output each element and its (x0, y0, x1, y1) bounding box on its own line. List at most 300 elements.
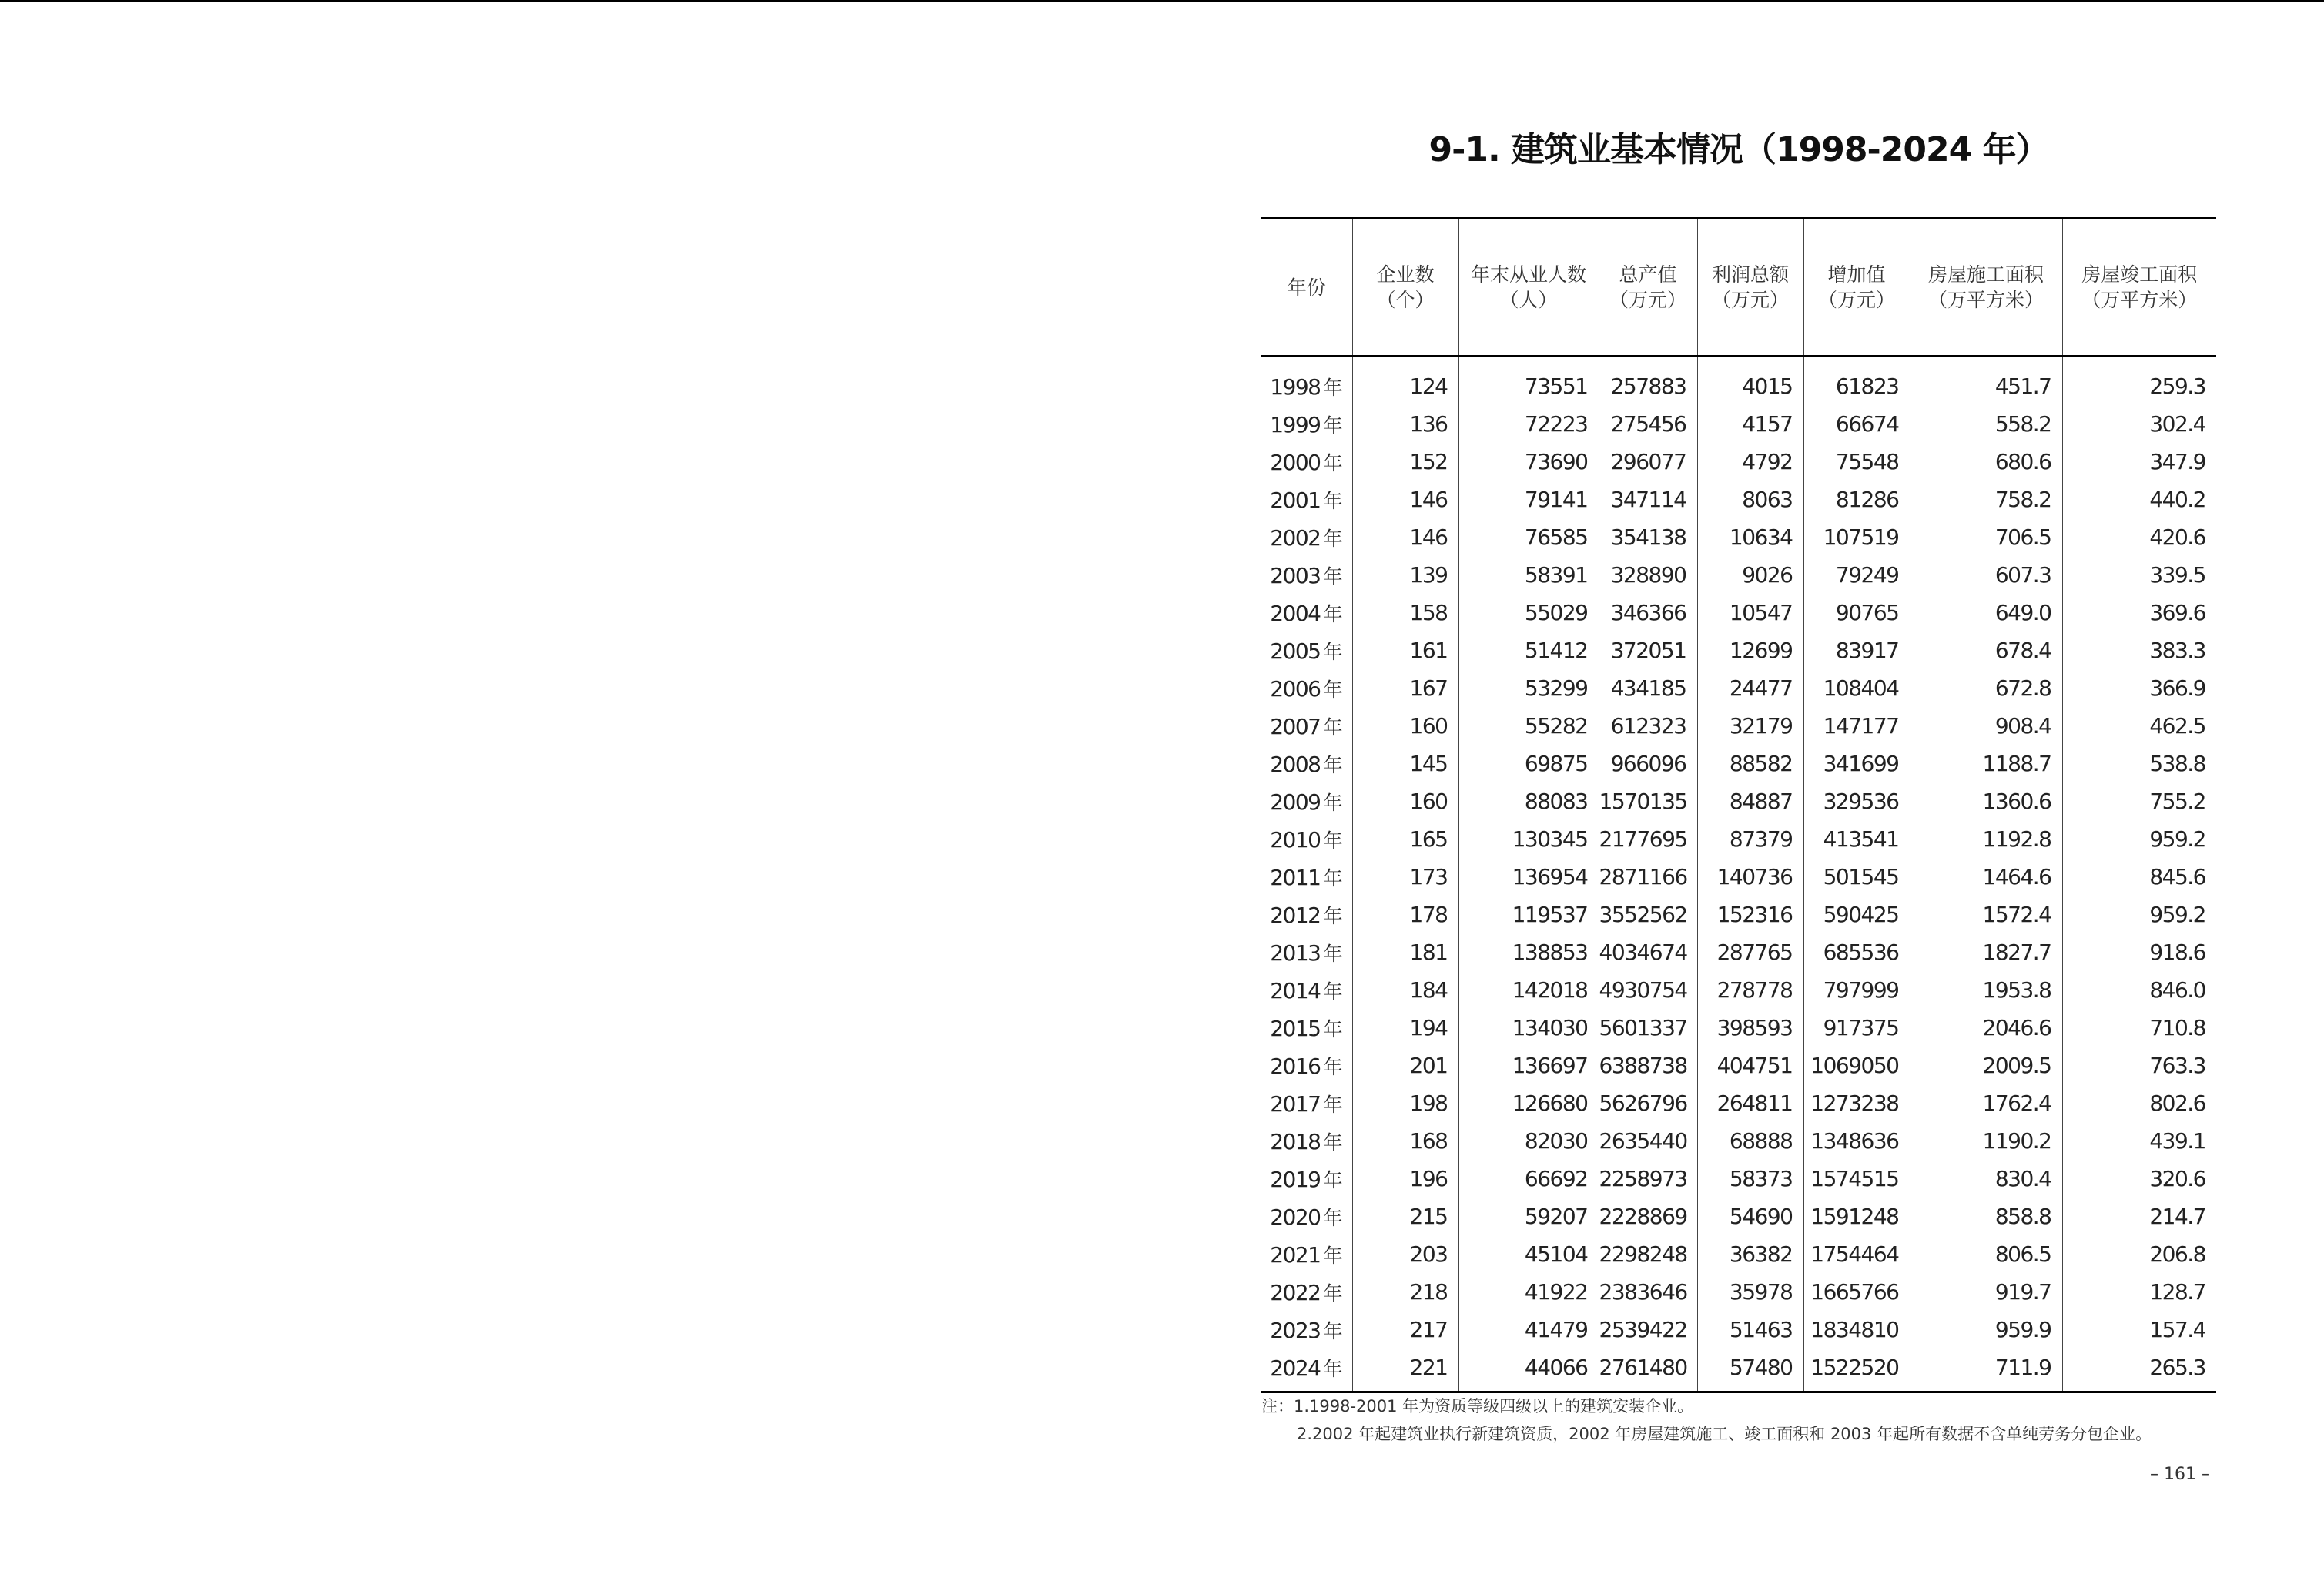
year-unit: 年 (1323, 791, 1343, 814)
table-row (1261, 896, 2216, 933)
table-cell: 161 (1352, 632, 1458, 669)
column-header-line: 总产值 (1619, 263, 1677, 286)
table-row (1261, 971, 2216, 1009)
column-header-line: （万元） (1817, 289, 1895, 311)
table-cell: 221 (1352, 1348, 1458, 1392)
table-cell: 2761480 (1599, 1348, 1697, 1392)
table-cell: 462.5 (2062, 707, 2216, 745)
table-cell: 296077 (1599, 443, 1697, 481)
table-cell: 2539422 (1599, 1311, 1697, 1348)
table-cell: 846.0 (2062, 971, 2216, 1009)
year-unit: 年 (1323, 602, 1343, 625)
table-cell: 398593 (1697, 1009, 1803, 1047)
table-cell: 1464.6 (1910, 858, 2062, 896)
table-cell: 140736 (1697, 858, 1803, 896)
table-cell: 1190.2 (1910, 1122, 2062, 1160)
column-header-line: 利润总额 (1711, 263, 1789, 286)
table-cell: 124 (1352, 356, 1458, 405)
table-row (1261, 933, 2216, 971)
table-row (1261, 1084, 2216, 1122)
table-cell: 66674 (1803, 405, 1910, 443)
table-cell: 87379 (1697, 820, 1803, 858)
table-header-row (1261, 219, 2216, 357)
year-cell (1261, 669, 1352, 707)
table-cell: 329536 (1803, 782, 1910, 820)
table-cell: 88083 (1458, 782, 1599, 820)
year-unit: 年 (1323, 1131, 1343, 1154)
table-cell: 201 (1352, 1047, 1458, 1084)
column-header-line: 房屋竣工面积 (2081, 263, 2198, 286)
table-cell: 73690 (1458, 443, 1599, 481)
year-unit: 年 (1323, 1357, 1343, 1380)
table-cell: 369.6 (2062, 594, 2216, 632)
table-cell: 758.2 (1910, 481, 2062, 518)
table-cell: 259.3 (2062, 356, 2216, 405)
table-cell: 79249 (1803, 556, 1910, 594)
note-line-1: 注：1.1998-2001 年为资质等级四级以上的建筑安装企业。 (1261, 1397, 1694, 1415)
table-cell: 168 (1352, 1122, 1458, 1160)
construction-stats-table (1261, 217, 2216, 1393)
table-cell: 75548 (1803, 443, 1910, 481)
table-cell: 1834810 (1803, 1311, 1910, 1348)
year-unit: 年 (1323, 1281, 1343, 1305)
year-unit: 年 (1323, 1319, 1343, 1342)
table-cell: 45104 (1458, 1235, 1599, 1273)
table-cell: 119537 (1458, 896, 1599, 933)
year-value: 2019 (1270, 1166, 1321, 1192)
year-unit: 年 (1323, 1093, 1343, 1116)
column-header-line: （万元） (1609, 289, 1686, 311)
year-value: 2000 (1270, 449, 1321, 475)
table-cell: 339.5 (2062, 556, 2216, 594)
table-cell: 44066 (1458, 1348, 1599, 1392)
year-cell (1261, 820, 1352, 858)
column-header-line: （人） (1499, 289, 1558, 311)
table-cell: 434185 (1599, 669, 1697, 707)
table-cell: 366.9 (2062, 669, 2216, 707)
year-value: 2009 (1270, 789, 1321, 815)
table-cell: 152316 (1697, 896, 1803, 933)
table-row (1261, 1311, 2216, 1348)
table-row (1261, 556, 2216, 594)
table-row (1261, 1122, 2216, 1160)
table-cell: 145 (1352, 745, 1458, 782)
table-cell: 966096 (1599, 745, 1697, 782)
table-cell: 347.9 (2062, 443, 2216, 481)
table-cell: 54690 (1697, 1198, 1803, 1235)
table-row (1261, 594, 2216, 632)
table-cell: 51463 (1697, 1311, 1803, 1348)
table-cell: 1069050 (1803, 1047, 1910, 1084)
table-cell: 341699 (1803, 745, 1910, 782)
table-row (1261, 745, 2216, 782)
table-cell: 41479 (1458, 1311, 1599, 1348)
table-cell: 184 (1352, 971, 1458, 1009)
column-header-line: 年份 (1287, 276, 1326, 299)
table-cell: 383.3 (2062, 632, 2216, 669)
table-cell: 959.9 (1910, 1311, 2062, 1348)
column-header (1352, 219, 1458, 357)
year-unit: 年 (1323, 489, 1343, 512)
table-cell: 1665766 (1803, 1273, 1910, 1311)
table-row (1261, 707, 2216, 745)
table-cell: 82030 (1458, 1122, 1599, 1160)
table-row (1261, 1198, 2216, 1235)
table-cell: 4930754 (1599, 971, 1697, 1009)
table-cell: 35978 (1697, 1273, 1803, 1311)
table-cell: 126680 (1458, 1084, 1599, 1122)
table-cell: 173 (1352, 858, 1458, 896)
table-cell: 413541 (1803, 820, 1910, 858)
table-cell: 2177695 (1599, 820, 1697, 858)
table-cell: 158 (1352, 594, 1458, 632)
table-row (1261, 632, 2216, 669)
year-unit: 年 (1323, 678, 1343, 701)
table-cell: 439.1 (2062, 1122, 2216, 1160)
table-cell: 711.9 (1910, 1348, 2062, 1392)
table-cell: 58391 (1458, 556, 1599, 594)
year-value: 2011 (1270, 864, 1321, 890)
table-cell: 2298248 (1599, 1235, 1697, 1273)
year-unit: 年 (1323, 414, 1343, 437)
table-cell: 147177 (1803, 707, 1910, 745)
table-cell: 4792 (1697, 443, 1803, 481)
year-unit: 年 (1323, 565, 1343, 588)
table-cell: 69875 (1458, 745, 1599, 782)
page-number: – 161 – (2150, 1465, 2210, 1484)
table-cell: 4157 (1697, 405, 1803, 443)
table-cell: 134030 (1458, 1009, 1599, 1047)
table-row (1261, 405, 2216, 443)
table-row (1261, 669, 2216, 707)
table-cell: 538.8 (2062, 745, 2216, 782)
year-cell (1261, 1235, 1352, 1273)
table-cell: 501545 (1803, 858, 1910, 896)
year-cell (1261, 481, 1352, 518)
table-cell: 12699 (1697, 632, 1803, 669)
year-cell (1261, 443, 1352, 481)
table-cell: 4015 (1697, 356, 1803, 405)
table-cell: 55282 (1458, 707, 1599, 745)
table-cell: 5626796 (1599, 1084, 1697, 1122)
table-cell: 685536 (1803, 933, 1910, 971)
table-cell: 710.8 (2062, 1009, 2216, 1047)
table-row (1261, 518, 2216, 556)
document-page (1261, 0, 2216, 1588)
table-cell: 214.7 (2062, 1198, 2216, 1235)
year-cell (1261, 858, 1352, 896)
table-cell: 217 (1352, 1311, 1458, 1348)
year-unit: 年 (1323, 1055, 1343, 1078)
table-cell: 57480 (1697, 1348, 1803, 1392)
year-cell (1261, 1160, 1352, 1198)
table-cell: 81286 (1803, 481, 1910, 518)
table-cell: 181 (1352, 933, 1458, 971)
table-cell: 160 (1352, 782, 1458, 820)
table-cell: 178 (1352, 896, 1458, 933)
column-header (1458, 219, 1599, 357)
table-cell: 128.7 (2062, 1273, 2216, 1311)
table-cell: 347114 (1599, 481, 1697, 518)
table-cell: 755.2 (2062, 782, 2216, 820)
year-cell (1261, 518, 1352, 556)
table-cell: 919.7 (1910, 1273, 2062, 1311)
table-body (1261, 356, 2216, 1392)
year-cell (1261, 1009, 1352, 1047)
table-cell: 2383646 (1599, 1273, 1697, 1311)
table-cell: 1192.8 (1910, 820, 2062, 858)
table-cell: 275456 (1599, 405, 1697, 443)
table-cell: 58373 (1697, 1160, 1803, 1198)
year-value: 2006 (1270, 675, 1321, 702)
table-cell: 146 (1352, 518, 1458, 556)
table-cell: 354138 (1599, 518, 1697, 556)
table-cell: 1572.4 (1910, 896, 2062, 933)
table-cell: 36382 (1697, 1235, 1803, 1273)
table-cell: 257883 (1599, 356, 1697, 405)
table-cell: 55029 (1458, 594, 1599, 632)
table-cell: 88582 (1697, 745, 1803, 782)
table-cell: 346366 (1599, 594, 1697, 632)
table-cell: 845.6 (2062, 858, 2216, 896)
table-cell: 607.3 (1910, 556, 2062, 594)
year-value: 2013 (1270, 940, 1321, 966)
table-cell: 2635440 (1599, 1122, 1697, 1160)
table-cell: 32179 (1697, 707, 1803, 745)
table-cell: 76585 (1458, 518, 1599, 556)
table-cell: 1188.7 (1910, 745, 2062, 782)
year-cell (1261, 1047, 1352, 1084)
table-cell: 2046.6 (1910, 1009, 2062, 1047)
table-cell: 160 (1352, 707, 1458, 745)
table-cell: 203 (1352, 1235, 1458, 1273)
column-header-line: 年末从业人数 (1470, 263, 1586, 286)
table-cell: 802.6 (2062, 1084, 2216, 1122)
table-cell: 146 (1352, 481, 1458, 518)
table-cell: 612323 (1599, 707, 1697, 745)
note-line-2: 2.2002 年起建筑业执行新建筑资质，2002 年房屋建筑施工、竣工面积和 2003 年起所有数据不含单纯劳务分包企业。 (1297, 1425, 2152, 1443)
table-cell: 138853 (1458, 933, 1599, 971)
table-cell: 917375 (1803, 1009, 1910, 1047)
table-cell: 152 (1352, 443, 1458, 481)
year-value: 2007 (1270, 713, 1321, 739)
year-value: 2017 (1270, 1090, 1321, 1117)
table-row (1261, 1235, 2216, 1273)
table-cell: 167 (1352, 669, 1458, 707)
column-header (2062, 219, 2216, 357)
table-cell: 451.7 (1910, 356, 2062, 405)
table-cell: 763.3 (2062, 1047, 2216, 1084)
table-cell: 72223 (1458, 405, 1599, 443)
table-cell: 1762.4 (1910, 1084, 2062, 1122)
year-unit: 年 (1323, 829, 1343, 852)
year-value: 1999 (1270, 411, 1321, 437)
year-cell (1261, 556, 1352, 594)
year-unit: 年 (1323, 980, 1343, 1003)
year-unit: 年 (1323, 753, 1343, 776)
column-header (1697, 219, 1803, 357)
table-row (1261, 443, 2216, 481)
table-cell: 4034674 (1599, 933, 1697, 971)
table-cell: 24477 (1697, 669, 1803, 707)
table-cell: 959.2 (2062, 820, 2216, 858)
column-header-line: （万平方米） (2081, 289, 2198, 311)
column-header-line: 房屋施工面积 (1927, 263, 2044, 286)
table-row (1261, 782, 2216, 820)
year-value: 2008 (1270, 751, 1321, 777)
year-unit: 年 (1323, 866, 1343, 889)
table-cell: 196 (1352, 1160, 1458, 1198)
page-title: 9-1. 建筑业基本情况（1998-2024 年） (1428, 130, 2049, 169)
column-header (1803, 219, 1910, 357)
year-value: 2001 (1270, 487, 1321, 513)
table-cell: 5601337 (1599, 1009, 1697, 1047)
table-row (1261, 1160, 2216, 1198)
table-cell: 90765 (1803, 594, 1910, 632)
table-cell: 830.4 (1910, 1160, 2062, 1198)
year-cell (1261, 1311, 1352, 1348)
year-cell (1261, 594, 1352, 632)
table-row (1261, 356, 2216, 405)
table-row (1261, 1273, 2216, 1311)
year-value: 2002 (1270, 524, 1321, 551)
year-cell (1261, 1084, 1352, 1122)
table-cell: 108404 (1803, 669, 1910, 707)
table-cell: 198 (1352, 1084, 1458, 1122)
year-cell (1261, 1122, 1352, 1160)
year-cell (1261, 971, 1352, 1009)
table-cell: 2228869 (1599, 1198, 1697, 1235)
year-value: 2015 (1270, 1015, 1321, 1041)
year-value: 1998 (1270, 374, 1321, 400)
table-cell: 806.5 (1910, 1235, 2062, 1273)
table-cell: 3552562 (1599, 896, 1697, 933)
table-cell: 218 (1352, 1273, 1458, 1311)
year-value: 2014 (1270, 977, 1321, 1003)
table-cell: 157.4 (2062, 1311, 2216, 1348)
year-value: 2005 (1270, 638, 1321, 664)
table-cell: 918.6 (2062, 933, 2216, 971)
table-cell: 959.2 (2062, 896, 2216, 933)
table-cell: 130345 (1458, 820, 1599, 858)
table-cell: 83917 (1803, 632, 1910, 669)
year-unit: 年 (1323, 942, 1343, 965)
year-value: 2018 (1270, 1128, 1321, 1154)
table-cell: 1360.6 (1910, 782, 2062, 820)
column-header (1261, 219, 1352, 357)
year-value: 2004 (1270, 600, 1321, 626)
table-cell: 2009.5 (1910, 1047, 2062, 1084)
table-cell: 678.4 (1910, 632, 2062, 669)
year-cell (1261, 405, 1352, 443)
table-cell: 1953.8 (1910, 971, 2062, 1009)
table-cell: 73551 (1458, 356, 1599, 405)
table-cell: 440.2 (2062, 481, 2216, 518)
year-value: 2010 (1270, 826, 1321, 853)
year-cell (1261, 1198, 1352, 1235)
table-row (1261, 481, 2216, 518)
table-notes (1261, 1392, 2216, 1448)
year-unit: 年 (1323, 451, 1343, 474)
table-cell: 1522520 (1803, 1348, 1910, 1392)
column-header (1599, 219, 1697, 357)
table-cell: 84887 (1697, 782, 1803, 820)
table-cell: 420.6 (2062, 518, 2216, 556)
table-cell: 680.6 (1910, 443, 2062, 481)
table-cell: 59207 (1458, 1198, 1599, 1235)
year-unit: 年 (1323, 376, 1343, 399)
table-row (1261, 1009, 2216, 1047)
table-row (1261, 820, 2216, 858)
table-cell: 590425 (1803, 896, 1910, 933)
table-cell: 287765 (1697, 933, 1803, 971)
year-cell (1261, 896, 1352, 933)
table-cell: 672.8 (1910, 669, 2062, 707)
column-header-line: （万元） (1711, 289, 1789, 311)
table-row (1261, 858, 2216, 896)
table-cell: 206.8 (2062, 1235, 2216, 1273)
table-cell: 1570135 (1599, 782, 1697, 820)
year-value: 2023 (1270, 1317, 1321, 1343)
table-cell: 320.6 (2062, 1160, 2216, 1198)
year-value: 2016 (1270, 1053, 1321, 1079)
table-cell: 2258973 (1599, 1160, 1697, 1198)
table-cell: 68888 (1697, 1122, 1803, 1160)
year-cell (1261, 933, 1352, 971)
year-value: 2022 (1270, 1279, 1321, 1305)
table-cell: 558.2 (1910, 405, 2062, 443)
year-cell (1261, 356, 1352, 405)
table-cell: 908.4 (1910, 707, 2062, 745)
year-value: 2012 (1270, 902, 1321, 928)
table-cell: 264811 (1697, 1084, 1803, 1122)
table-cell: 858.8 (1910, 1198, 2062, 1235)
year-unit: 年 (1323, 640, 1343, 663)
table-cell: 1591248 (1803, 1198, 1910, 1235)
table-cell: 61823 (1803, 356, 1910, 405)
table-cell: 1273238 (1803, 1084, 1910, 1122)
table-cell: 8063 (1697, 481, 1803, 518)
year-cell (1261, 782, 1352, 820)
table-cell: 278778 (1697, 971, 1803, 1009)
year-unit: 年 (1323, 1206, 1343, 1229)
table-cell: 194 (1352, 1009, 1458, 1047)
table-cell: 41922 (1458, 1273, 1599, 1311)
column-header-line: 增加值 (1827, 263, 1886, 286)
year-value: 2020 (1270, 1204, 1321, 1230)
year-cell (1261, 632, 1352, 669)
table-cell: 328890 (1599, 556, 1697, 594)
year-unit: 年 (1323, 527, 1343, 550)
year-unit: 年 (1323, 1244, 1343, 1267)
table-cell: 1827.7 (1910, 933, 2062, 971)
table-cell: 53299 (1458, 669, 1599, 707)
table-cell: 797999 (1803, 971, 1910, 1009)
year-cell (1261, 1348, 1352, 1392)
table-cell: 142018 (1458, 971, 1599, 1009)
table-cell: 1754464 (1803, 1235, 1910, 1273)
year-unit: 年 (1323, 715, 1343, 739)
table-cell: 215 (1352, 1198, 1458, 1235)
table-cell: 107519 (1803, 518, 1910, 556)
table-row (1261, 1348, 2216, 1392)
column-header-line: （万平方米） (1927, 289, 2044, 311)
year-unit: 年 (1323, 1017, 1343, 1040)
year-cell (1261, 1273, 1352, 1311)
year-unit: 年 (1323, 904, 1343, 927)
table-cell: 66692 (1458, 1160, 1599, 1198)
table-cell: 2871166 (1599, 858, 1697, 896)
